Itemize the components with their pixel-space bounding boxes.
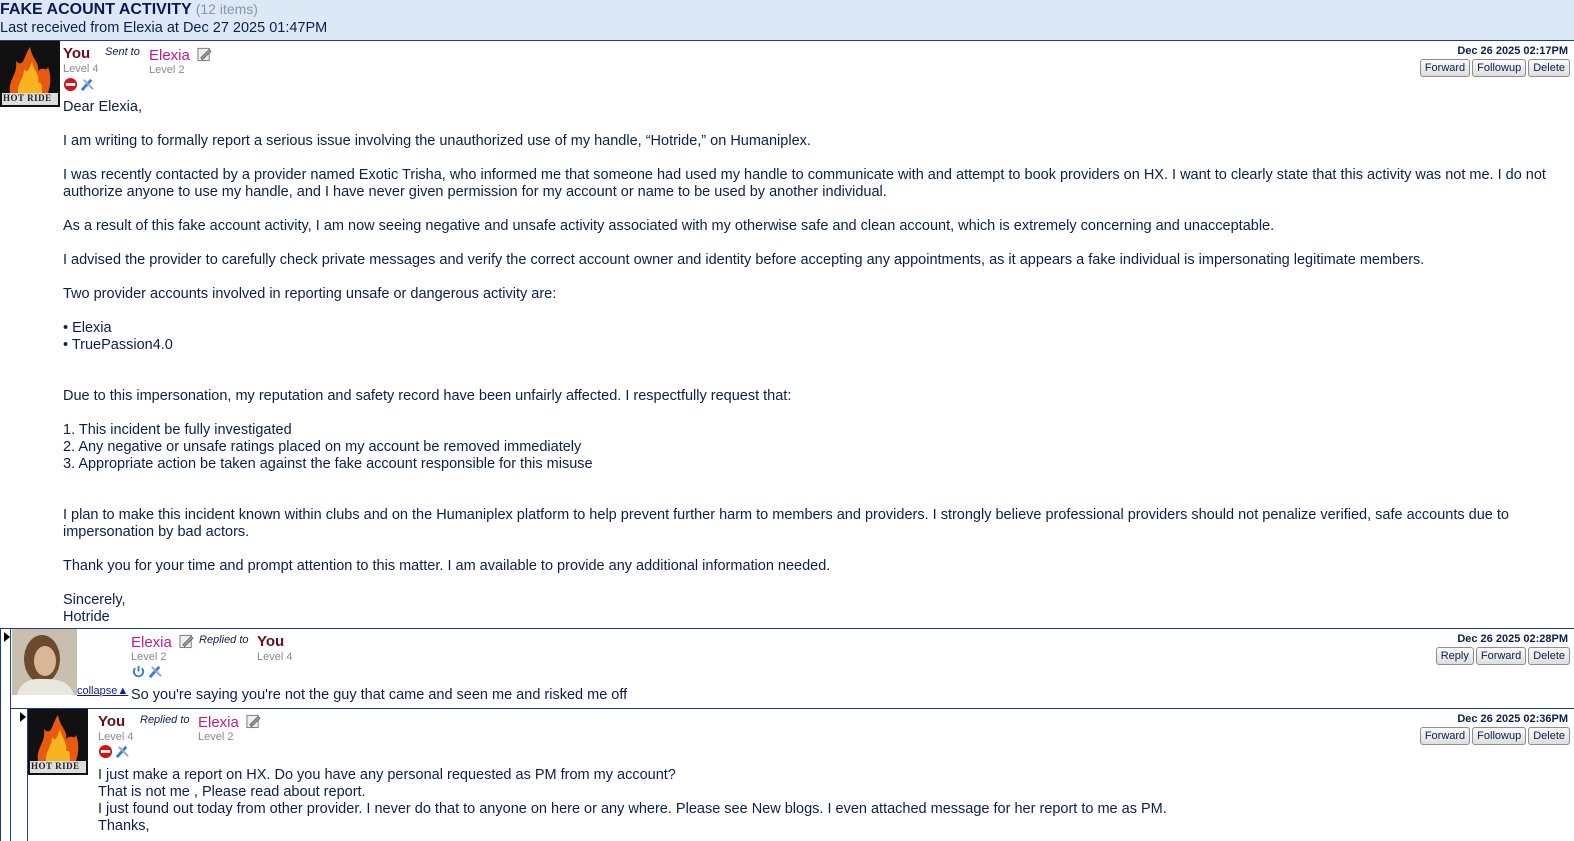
avatar-caption: HOT RIDE bbox=[3, 93, 52, 103]
body-paragraph bbox=[63, 167, 1563, 201]
body-line: Sincerely, bbox=[63, 592, 126, 608]
forward-button[interactable]: Forward bbox=[1420, 727, 1470, 745]
body-paragraph bbox=[63, 320, 1563, 371]
body-line: • Elexia bbox=[63, 320, 112, 336]
recipient-name[interactable]: Elexia bbox=[149, 47, 190, 64]
message-body bbox=[98, 767, 1558, 835]
forward-button[interactable]: Forward bbox=[1420, 59, 1470, 77]
body-line: That is not me , Please read about report. bbox=[98, 784, 366, 800]
sender-level: Level 4 bbox=[98, 731, 134, 743]
avatar-elexia[interactable] bbox=[12, 629, 77, 695]
notepad-icon[interactable] bbox=[246, 713, 261, 729]
last-received: Last received from Elexia at Dec 27 2025 01:47PM bbox=[0, 20, 328, 36]
message-2 bbox=[11, 629, 1574, 708]
body-paragraph bbox=[63, 388, 1563, 405]
message-body bbox=[63, 99, 1563, 643]
body-line: Thank you for your time and prompt attention to this matter. I am available to provide any additional information needed. bbox=[63, 558, 831, 574]
body-line: I just make a report on HX. Do you have any personal requested as PM from my account? bbox=[98, 767, 676, 783]
sent-to-label: Sent to bbox=[105, 46, 140, 58]
message-date: Dec 26 2025 02:17PM bbox=[1457, 45, 1568, 57]
no-entry-icon bbox=[98, 744, 113, 759]
recipient[interactable] bbox=[198, 713, 261, 731]
item-count: (12 items) bbox=[195, 1, 258, 17]
recipient-level: Level 2 bbox=[198, 731, 234, 743]
thread-header bbox=[0, 0, 1574, 41]
body-paragraph bbox=[63, 558, 1563, 575]
sender-name[interactable]: Elexia bbox=[131, 634, 172, 651]
body-paragraph bbox=[63, 99, 1563, 116]
body-line: Hotride bbox=[63, 609, 110, 625]
message-3 bbox=[28, 709, 1574, 841]
avatar-hotride[interactable] bbox=[28, 709, 88, 775]
body-line: I was recently contacted by a provider named Exotic Trisha, who informed me that someone had used my handle to communicate with and attempt to book providers on HX. I want to clearly state that this activity was not me. I do not bbox=[63, 167, 1546, 183]
message-date: Dec 26 2025 02:28PM bbox=[1457, 633, 1568, 645]
delete-button[interactable]: Delete bbox=[1528, 59, 1570, 77]
message-body: So you're saying you're not the guy that came and seen me and risked me off bbox=[131, 687, 628, 703]
power-icon bbox=[131, 664, 146, 679]
body-line bbox=[63, 473, 1563, 490]
sender-name[interactable]: You bbox=[63, 45, 91, 62]
message-actions bbox=[1420, 59, 1570, 77]
body-line: I am writing to formally report a serious issue involving the unauthorized use of my handle, “Hotride,” on Humaniplex. bbox=[63, 133, 811, 149]
message-date: Dec 26 2025 02:36PM bbox=[1457, 713, 1568, 725]
thread-title bbox=[0, 1, 258, 19]
delete-button[interactable]: Delete bbox=[1528, 727, 1570, 745]
user-badges bbox=[98, 744, 130, 759]
body-line: Dear Elexia, bbox=[63, 99, 142, 115]
user-badges bbox=[131, 664, 163, 679]
body-paragraph bbox=[63, 286, 1563, 303]
body-line: I just found out today from other provider. I never do that to anyone on here or any where. Please see New blogs. I even attached message for her report to me as PM. bbox=[98, 801, 1167, 817]
recipient[interactable] bbox=[149, 46, 212, 64]
body-line: Due to this impersonation, my reputation and safety record have been unfairly affected. I respectfully request that: bbox=[63, 388, 792, 404]
body-line: I advised the provider to carefully check private messages and verify the correct account owner and identity before accepting any appointments, as it appears a fake individual is impersonating legitimate members. bbox=[63, 252, 1425, 268]
notepad-icon[interactable] bbox=[179, 633, 194, 649]
followup-button[interactable]: Followup bbox=[1472, 727, 1526, 745]
body-line: 1. This incident be fully investigated bbox=[63, 422, 292, 438]
avatar-caption: HOT RIDE bbox=[31, 761, 80, 771]
replied-to-label: Replied to bbox=[199, 634, 249, 646]
body-line: authorize anyone to use my handle, and I have never given permission for my account or name to be used by another individual. bbox=[63, 184, 887, 200]
body-line: 2. Any negative or unsafe ratings placed on my account be removed immediately bbox=[63, 439, 582, 455]
body-line: I plan to make this incident known within clubs and on the Humaniplex platform to help prevent further harm to members and providers. I strongly believe professional providers should not penalize verified, safe accounts due to bbox=[63, 507, 1509, 523]
recipient-level: Level 4 bbox=[257, 651, 293, 663]
body-line: • TruePassion4.0 bbox=[63, 337, 173, 353]
expand-arrow-icon[interactable] bbox=[20, 712, 26, 722]
body-line: Two provider accounts involved in reporting unsafe or dangerous activity are: bbox=[63, 286, 557, 302]
body-line: As a result of this fake account activity, I am now seeing negative and unsafe activity associated with my otherwise safe and clean account, which is extremely concerning and unacceptable. bbox=[63, 218, 1275, 234]
message-actions bbox=[1436, 647, 1570, 665]
tools-icon bbox=[115, 744, 130, 759]
recipient-level: Level 2 bbox=[149, 64, 185, 76]
notepad-icon[interactable] bbox=[197, 46, 212, 62]
message-actions bbox=[1420, 727, 1570, 745]
forward-button[interactable]: Forward bbox=[1476, 647, 1526, 665]
sender-level: Level 4 bbox=[63, 63, 99, 75]
recipient-name[interactable]: Elexia bbox=[198, 714, 239, 731]
body-paragraph bbox=[63, 592, 1563, 626]
sender[interactable] bbox=[131, 633, 194, 651]
body-paragraph bbox=[63, 218, 1563, 235]
reply-button[interactable]: Reply bbox=[1436, 647, 1474, 665]
body-paragraph bbox=[63, 422, 1563, 490]
body-paragraph bbox=[63, 252, 1563, 269]
expand-arrow-icon[interactable] bbox=[4, 632, 10, 642]
collapse-link[interactable]: collapse▲ bbox=[77, 685, 129, 697]
sender-name[interactable]: You bbox=[98, 713, 126, 730]
recipient-name[interactable]: You bbox=[257, 633, 285, 650]
thread-title-text: FAKE ACOUNT ACTIVITY bbox=[0, 1, 192, 18]
body-line: Thanks, bbox=[98, 818, 150, 834]
sender-level: Level 2 bbox=[131, 651, 167, 663]
replied-to-label: Replied to bbox=[140, 714, 190, 726]
thread-line bbox=[0, 628, 1, 841]
user-badges bbox=[63, 77, 95, 92]
followup-button[interactable]: Followup bbox=[1472, 59, 1526, 77]
avatar-hotride[interactable] bbox=[0, 41, 60, 107]
body-line: impersonation by bad actors. bbox=[63, 524, 250, 540]
body-paragraph bbox=[63, 507, 1563, 541]
body-paragraph bbox=[63, 133, 1563, 150]
body-line bbox=[63, 354, 1563, 371]
tools-icon bbox=[80, 77, 95, 92]
tools-icon bbox=[148, 664, 163, 679]
delete-button[interactable]: Delete bbox=[1528, 647, 1570, 665]
body-line: 3. Appropriate action be taken against the fake account responsible for this misuse bbox=[63, 456, 593, 472]
no-entry-icon bbox=[63, 77, 78, 92]
message-1 bbox=[0, 41, 1574, 627]
